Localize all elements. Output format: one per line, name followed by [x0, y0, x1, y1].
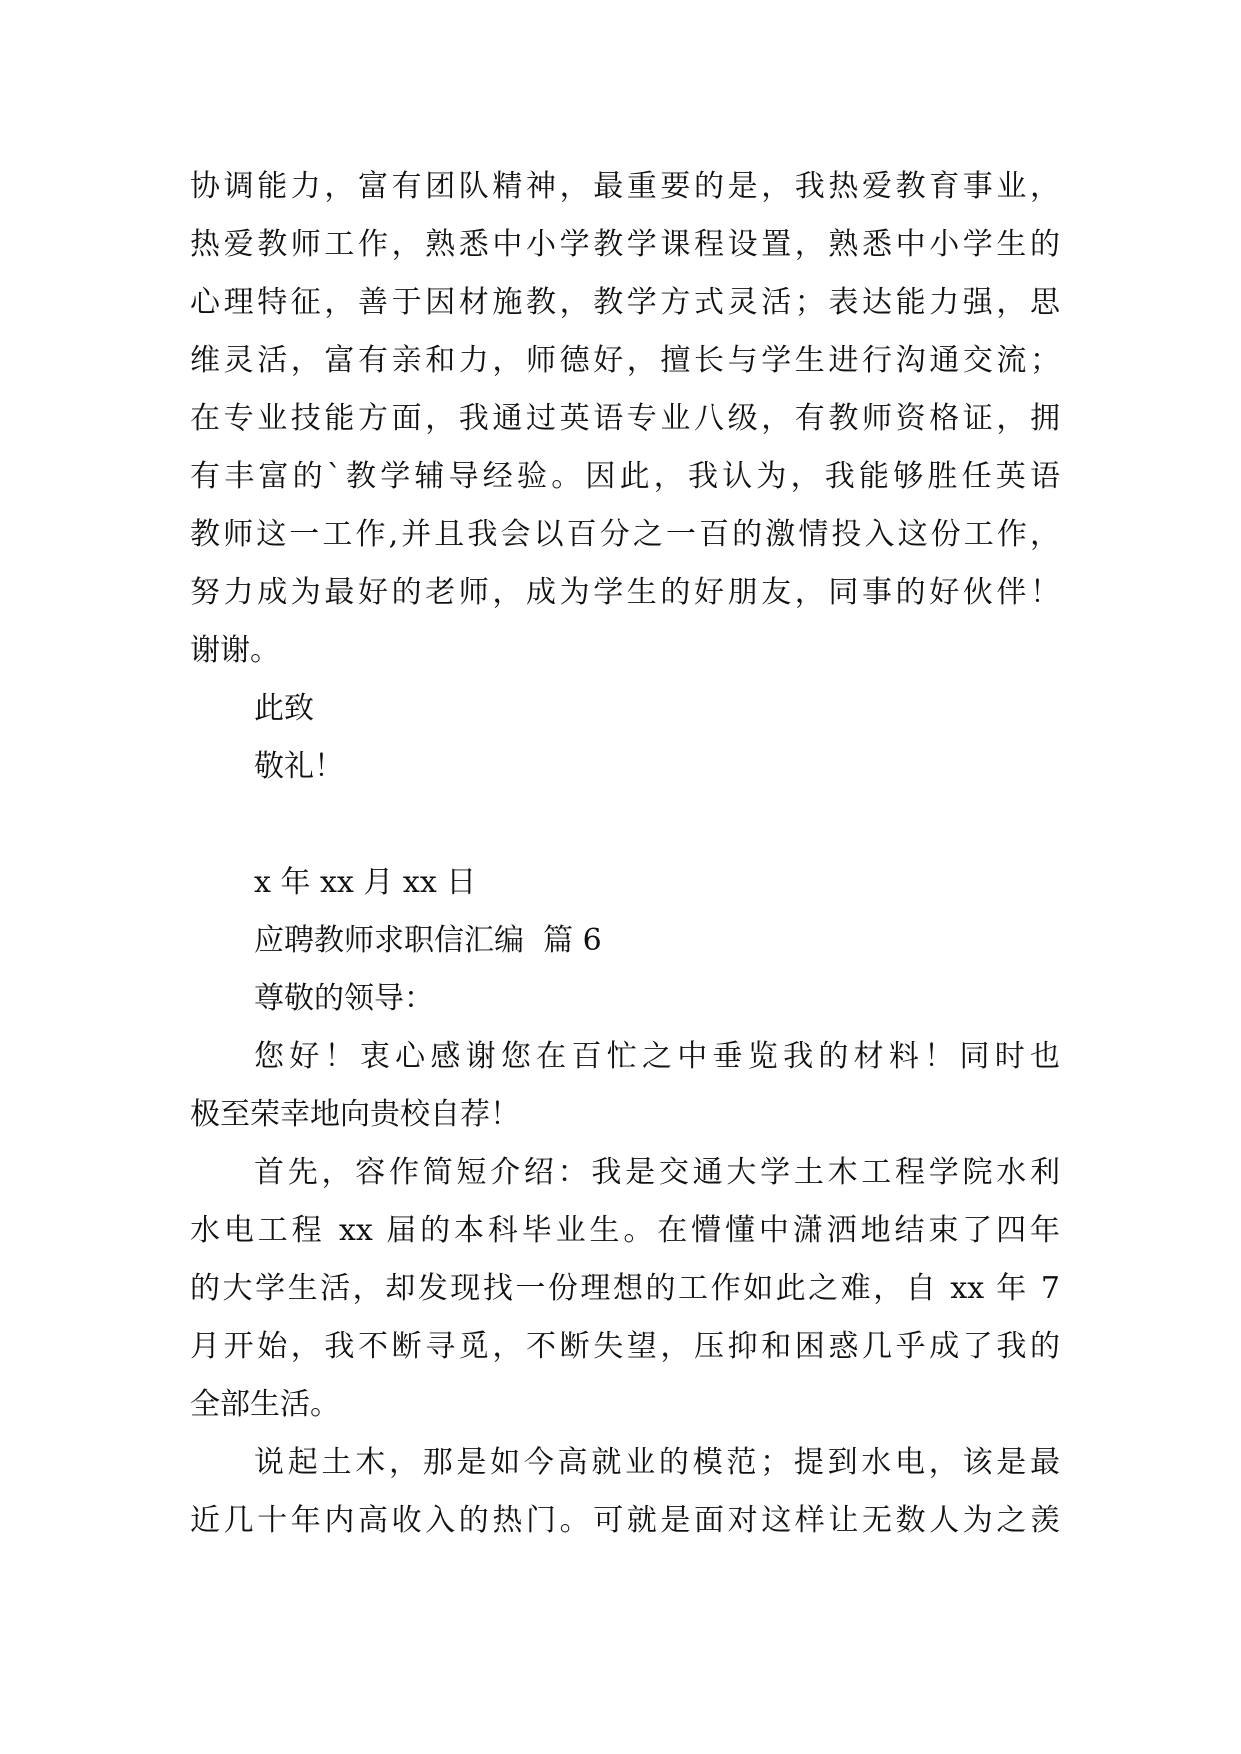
body-line: 教师这一工作,并且我会以百分之一百的激情投入这份工作，	[190, 517, 1060, 552]
greeting-text: 尊敬的领导：	[254, 981, 434, 1016]
paragraph-line: 的大学生活，却发现找一份理想的工作如此之难，自 xx 年 7	[190, 1271, 1060, 1306]
letter-date: x 年 xx 月 xx 日	[254, 865, 477, 900]
paragraph-line: 近几十年内高收入的热门。可就是面对这样让无数人为之羡	[190, 1503, 1060, 1538]
paragraph-line: 水电工程 xx 届的本科毕业生。在懵懂中潇洒地结束了四年	[190, 1213, 1060, 1248]
paragraph-line: 说起土木，那是如今高就业的模范；提到水电，该是最	[254, 1445, 1060, 1480]
section-title: 应聘教师求职信汇编 篇 6	[254, 923, 602, 958]
body-line: 协调能力，富有团队精神，最重要的是，我热爱教育事业，	[190, 169, 1060, 204]
salute-text: 敬礼！	[254, 749, 344, 784]
body-line: 热爱教师工作，熟悉中小学教学课程设置，熟悉中小学生的	[190, 227, 1060, 262]
paragraph-line: 首先，容作简短介绍：我是交通大学土木工程学院水利	[254, 1155, 1060, 1190]
paragraph-line: 全部生活。	[190, 1387, 340, 1422]
body-line: 在专业技能方面，我通过英语专业八级，有教师资格证，拥	[190, 401, 1060, 436]
paragraph-line: 月开始，我不断寻觅，不断失望，压抑和困惑几乎成了我的	[190, 1329, 1060, 1364]
body-line: 心理特征，善于因材施教，教学方式灵活；表达能力强，思	[190, 285, 1060, 320]
closing-text: 此致	[254, 691, 314, 726]
paragraph-line: 极至荣幸地向贵校自荐！	[190, 1097, 520, 1132]
body-line: 努力成为最好的老师，成为学生的好朋友，同事的好伙伴！	[190, 575, 1060, 610]
document-body	[190, 158, 1060, 1550]
body-line: 谢谢。	[190, 633, 280, 668]
paragraph-line: 您好！衷心感谢您在百忙之中垂览我的材料！同时也	[254, 1039, 1060, 1074]
body-line: 维灵活，富有亲和力，师德好，擅长与学生进行沟通交流；	[190, 343, 1060, 378]
blank-line	[190, 796, 1060, 854]
body-line: 有丰富的`教学辅导经验。因此，我认为，我能够胜任英语	[190, 459, 1060, 494]
